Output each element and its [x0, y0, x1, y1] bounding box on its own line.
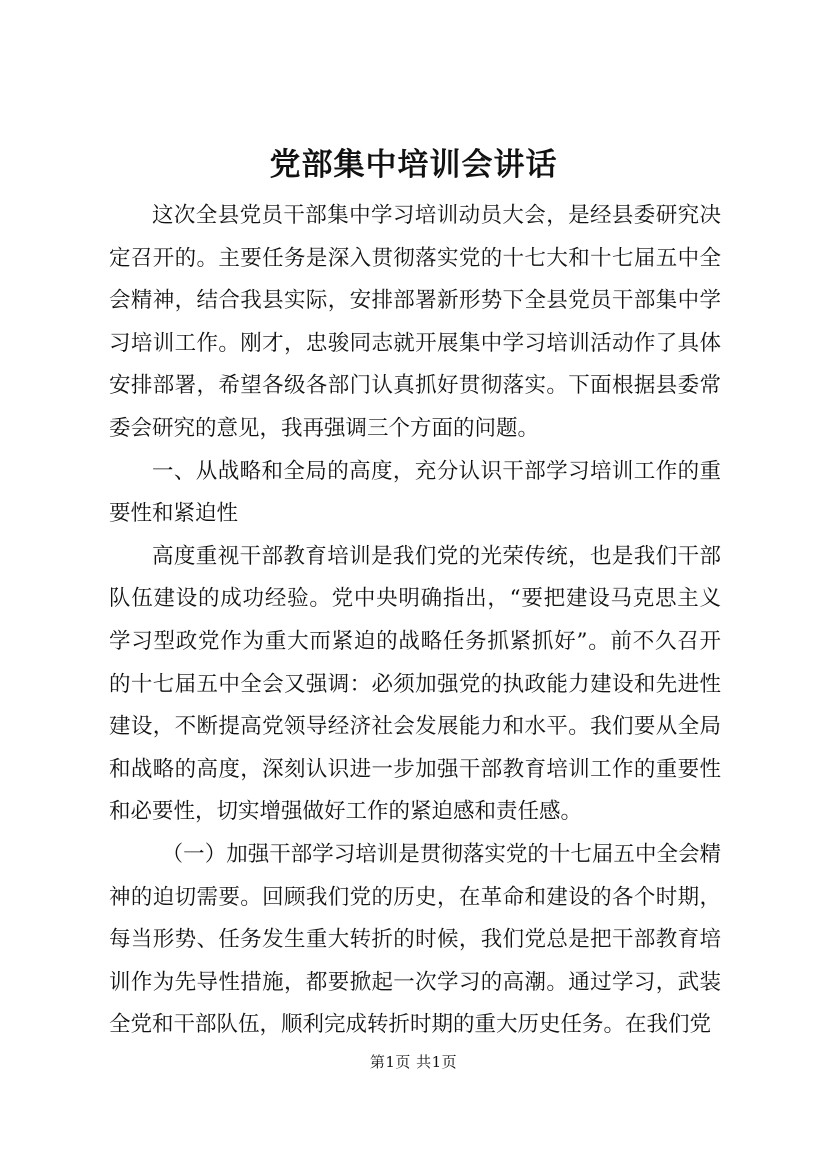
paragraph-section-1: 高度重视干部教育培训是我们党的光荣传统，也是我们干部队伍建设的成功经验。党中央明确指出，“要把建设马克思主义学习型政党作为重大而紧迫的战略任务抓紧抓好”。前不久召开的十七届五中全会又强调：必须加强党的执政能力建设和先进性建设，不断提高党领导经济社会发展能力和水平。我们要从全局和战略的高度，深刻认识进一步加强干部教育培训工作的重要性和必要性，切实增强做好工作的紧迫感和责任感。: [109, 543, 721, 825]
page-footer: 第1页 共1页: [369, 1053, 458, 1071]
document-body: [109, 195, 721, 1047]
paragraph-subsection-1: （一）加强干部学习培训是贯彻落实党的十七届五中全会精神的迫切需要。回顾我们党的历史，在革命和建设的各个时期，每当形势、任务发生重大转折的时候，我们党总是把干部教育培训作为先导性措施，都要掀起一次学习的高潮。通过学习，武装全党和干部队伍，顺利完成转折时期的重大历史任务。在我们党: [109, 841, 721, 1038]
paragraph-intro: 这次全县党员干部集中学习培训动员大会，是经县委研究决定召开的。主要任务是深入贯彻落实党的十七大和十七届五中全会精神，结合我县实际，安排部署新形势下全县党员干部集中学习培训工作。刚才，忠骏同志就开展集中学习培训活动作了具体安排部署，希望各级各部门认真抓好贯彻落实。下面根据县委常委会研究的意见，我再强调三个方面的问题。: [109, 203, 721, 441]
document-title: 党部集中培训会讲话: [269, 147, 558, 183]
section-heading-1: 一、从战略和全局的高度，充分认识干部学习培训工作的重要性和紧迫性: [109, 458, 721, 527]
